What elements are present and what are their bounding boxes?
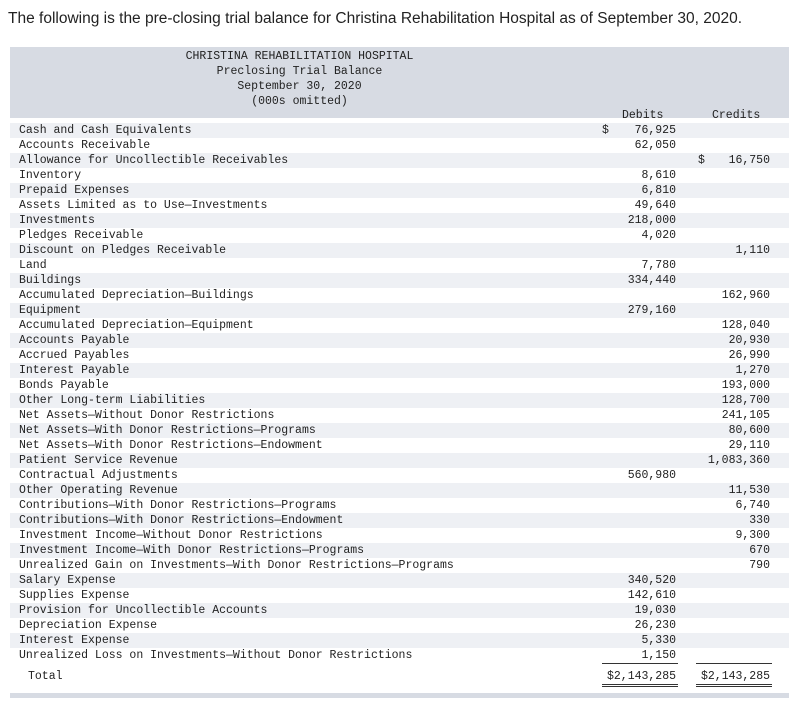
debit-amount: 7,780: [641, 259, 676, 272]
credits-header: Credits: [712, 109, 761, 122]
account-name: Inventory: [19, 169, 82, 182]
table-row: [10, 333, 789, 348]
account-name: Investments: [19, 214, 95, 227]
debit-amount: 334,440: [627, 274, 676, 287]
debit-amount: 4,020: [641, 229, 676, 242]
credit-currency-sign: $: [698, 154, 705, 167]
total-debit: $2,143,285: [606, 670, 676, 683]
table-row: [10, 258, 789, 273]
account-name: Accounts Payable: [19, 334, 130, 347]
debit-amount: 76,925: [634, 124, 676, 137]
bottom-band: [10, 693, 789, 698]
account-name: Contributions—With Donor Restrictions—Programs: [19, 499, 337, 512]
table-row: [10, 408, 789, 423]
credit-total-rule-1: [696, 684, 772, 685]
debits-header: Debits: [622, 109, 664, 122]
debit-amount: 5,330: [641, 634, 676, 647]
account-name: Assets Limited as to Use—Investments: [19, 199, 268, 212]
credit-amount: 6,740: [735, 499, 770, 512]
debit-amount: 142,610: [627, 589, 676, 602]
account-name: Interest Expense: [19, 634, 130, 647]
debit-amount: 6,810: [641, 184, 676, 197]
credit-amount: 128,040: [721, 319, 770, 332]
credit-amount: 670: [749, 544, 770, 557]
account-name: Salary Expense: [19, 574, 116, 587]
account-name: Unrealized Loss on Investments—Without Donor Restrictions: [19, 649, 413, 662]
debit-subtotal-rule: [602, 663, 678, 664]
credit-amount: 241,105: [721, 409, 770, 422]
account-name: Investment Income—With Donor Restrictions—Programs: [19, 544, 365, 557]
credit-amount: 193,000: [721, 379, 770, 392]
table-row: [10, 393, 789, 408]
total-label: Total: [28, 670, 63, 683]
debit-total-rule-1: [602, 684, 678, 685]
table-row: [10, 468, 789, 483]
table-row: [10, 363, 789, 378]
account-name: Other Long-term Liabilities: [19, 394, 206, 407]
table-row: [10, 378, 789, 393]
account-name: Provision for Uncollectible Accounts: [19, 604, 268, 617]
debit-amount: 1,150: [641, 649, 676, 662]
table-row: [10, 153, 789, 168]
table-row: [10, 183, 789, 198]
table-title-block: [10, 49, 789, 109]
account-name: Accounts Receivable: [19, 139, 151, 152]
table-row: [10, 453, 789, 468]
credit-amount: 1,270: [735, 364, 770, 377]
table-row: [10, 318, 789, 333]
account-name: Cash and Cash Equivalents: [19, 124, 192, 137]
account-name: Patient Service Revenue: [19, 454, 178, 467]
table-row: [10, 513, 789, 528]
table-row: [10, 603, 789, 618]
credit-amount: 9,300: [735, 529, 770, 542]
table-row: [10, 498, 789, 513]
credit-amount: 26,990: [728, 349, 770, 362]
table-row: [10, 228, 789, 243]
table-row: [10, 648, 789, 663]
table-row: [10, 543, 789, 558]
intro-text: The following is the pre-closing trial balance for Christina Rehabilitation Hospital as of September 30, 2020.: [8, 10, 743, 27]
credit-amount: 790: [749, 559, 770, 572]
units-note: (000s omitted): [251, 95, 348, 108]
debit-amount: 279,160: [627, 304, 676, 317]
credit-amount: 162,960: [721, 289, 770, 302]
debit-amount: 62,050: [634, 139, 676, 152]
account-name: Contractual Adjustments: [19, 469, 178, 482]
account-name: Buildings: [19, 274, 82, 287]
total-credit: $2,143,285: [700, 670, 770, 683]
credit-amount: 128,700: [721, 394, 770, 407]
debit-amount: 218,000: [627, 214, 676, 227]
credit-amount: 16,750: [728, 154, 770, 167]
credit-amount: 330: [749, 514, 770, 527]
trial-balance-table: [10, 47, 789, 698]
account-name: Accumulated Depreciation—Equipment: [19, 319, 254, 332]
account-name: Unrealized Gain on Investments—With Donor Restrictions—Programs: [19, 559, 454, 572]
debit-amount: 26,230: [634, 619, 676, 632]
table-row: [10, 138, 789, 153]
debit-amount: 8,610: [641, 169, 676, 182]
credit-total-rule-2: [696, 686, 772, 687]
table-row: [10, 423, 789, 438]
table-row: [10, 243, 789, 258]
table-row: [10, 348, 789, 363]
table-row: [10, 558, 789, 573]
debit-currency-sign: $: [602, 124, 609, 137]
account-name: Net Assets—Without Donor Restrictions: [19, 409, 275, 422]
debit-amount: 340,520: [627, 574, 676, 587]
table-row: [10, 123, 789, 138]
statement-name: Preclosing Trial Balance: [216, 65, 383, 78]
company-name: CHRISTINA REHABILITATION HOSPITAL: [185, 50, 414, 63]
credit-amount: 20,930: [728, 334, 770, 347]
table-row: [10, 588, 789, 603]
table-row: [10, 303, 789, 318]
account-name: Land: [19, 259, 47, 272]
credit-amount: 11,530: [728, 484, 770, 497]
debit-amount: 560,980: [627, 469, 676, 482]
account-name: Other Operating Revenue: [19, 484, 178, 497]
account-name: Equipment: [19, 304, 82, 317]
table-row: [10, 438, 789, 453]
table-row: [10, 213, 789, 228]
account-name: Pledges Receivable: [19, 229, 144, 242]
table-row: [10, 618, 789, 633]
account-name: Net Assets—With Donor Restrictions—Endowment: [19, 439, 323, 452]
table-row: [10, 288, 789, 303]
account-name: Net Assets—With Donor Restrictions—Programs: [19, 424, 316, 437]
table-row: [10, 168, 789, 183]
account-name: Investment Income—Without Donor Restrictions: [19, 529, 323, 542]
total-row: [10, 669, 789, 684]
credit-subtotal-rule: [696, 663, 772, 664]
debit-amount: 49,640: [634, 199, 676, 212]
account-name: Allowance for Uncollectible Receivables: [19, 154, 289, 167]
table-row: [10, 483, 789, 498]
account-name: Depreciation Expense: [19, 619, 158, 632]
account-name: Contributions—With Donor Restrictions—Endowment: [19, 514, 344, 527]
account-name: Bonds Payable: [19, 379, 109, 392]
table-row: [10, 573, 789, 588]
credit-amount: 80,600: [728, 424, 770, 437]
statement-date: September 30, 2020: [237, 80, 362, 93]
debit-total-rule-2: [602, 686, 678, 687]
credit-amount: 29,110: [728, 439, 770, 452]
credit-amount: 1,083,360: [707, 454, 770, 467]
table-row: [10, 198, 789, 213]
debit-amount: 19,030: [634, 604, 676, 617]
account-name: Supplies Expense: [19, 589, 130, 602]
account-name: Discount on Pledges Receivable: [19, 244, 227, 257]
account-name: Interest Payable: [19, 364, 130, 377]
account-name: Accumulated Depreciation—Buildings: [19, 289, 254, 302]
credit-amount: 1,110: [735, 244, 770, 257]
account-name: Prepaid Expenses: [19, 184, 130, 197]
table-row: [10, 633, 789, 648]
table-row: [10, 273, 789, 288]
account-name: Accrued Payables: [19, 349, 130, 362]
table-row: [10, 528, 789, 543]
